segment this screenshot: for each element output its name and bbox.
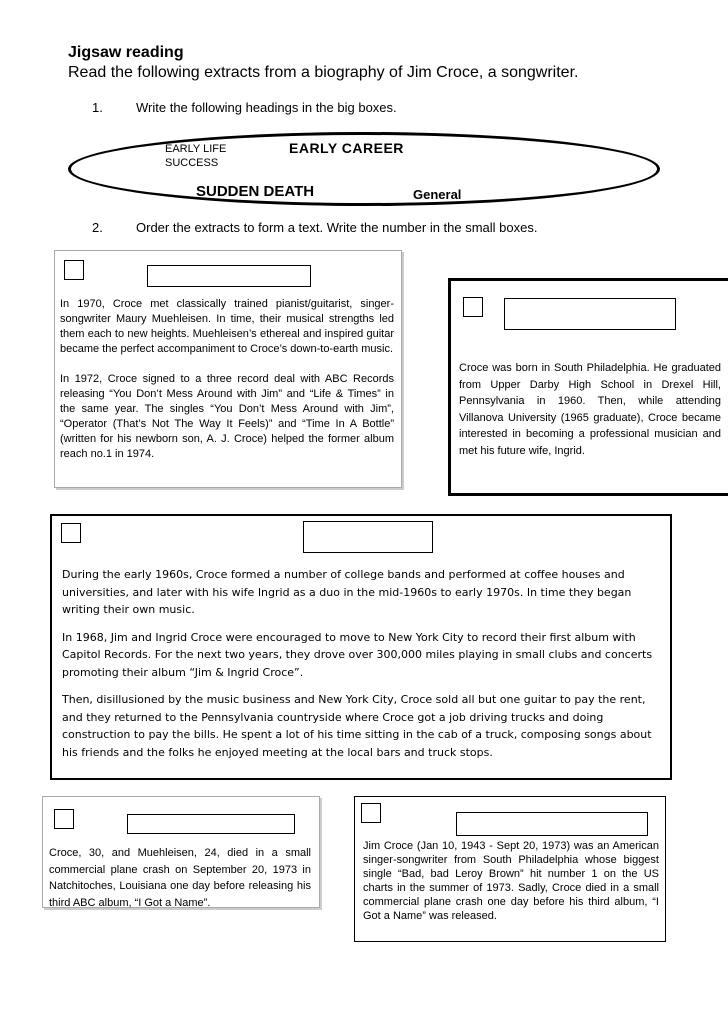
order-number-box[interactable] xyxy=(61,523,81,543)
extract-box-early-career xyxy=(50,514,672,780)
heading-answer-box[interactable] xyxy=(303,521,433,553)
extract-paragraph: Jim Croce (Jan 10, 1943 - Sept 20, 1973) was an American singer-songwriter from South Philadelphia whose biggest single “Bad, bad Leroy Brown” hit number 1 on the US charts in the summer of 1973. Sadly, Croce died in a small commercial plane crash one day before his third album, “I Got a Name” was released. xyxy=(363,840,659,922)
extract-box-sudden-death xyxy=(42,796,320,908)
extract-paragraph: During the early 1960s, Croce formed a number of college bands and performed at coffee houses and universities, and later with his wife Ingrid as a duo in the mid-1960s to early 1970s. In time they began writing their own music. xyxy=(62,568,632,616)
instruction-number: 2. xyxy=(92,220,103,235)
extract-paragraph: In 1970, Croce met classically trained pianist/guitarist, singer-songwriter Maury Muehleisen. In time, their musical strengths led them each to new heights. Muehleisen’s ethereal and inspired guitar became the perfect accompaniment to Croce’s down-to-earth music. xyxy=(60,298,394,355)
heading-answer-box[interactable] xyxy=(456,812,648,836)
extract-paragraph: In 1972, Croce signed to a three record deal with ABC Records releasing “You Don’t Mess Around with Jim” and “Life & Times” in the same year. The singles “You Don’t Mess Around with Jim”, “Operator (That’s Not The Way It Feels)” and “Time In A Bottle” (written for his newborn son, A. J. Croce) helped the former album reach no.1 in 1974. xyxy=(60,373,394,460)
heading-answer-box[interactable] xyxy=(127,814,295,834)
instruction-2 xyxy=(92,220,652,236)
heading-success: SUCCESS xyxy=(165,157,219,169)
extract-box-early-life xyxy=(448,278,728,496)
instruction-text: Order the extracts to form a text. Write the number in the small boxes. xyxy=(136,220,538,235)
extract-text xyxy=(62,566,658,761)
extract-text xyxy=(60,297,394,462)
heading-answer-box[interactable] xyxy=(504,298,676,330)
order-number-box[interactable] xyxy=(463,297,483,317)
instruction-text: Write the following headings in the big boxes. xyxy=(136,100,397,115)
heading-early-career: EARLY CAREER xyxy=(289,140,404,156)
heading-general: General xyxy=(413,187,462,202)
extract-text xyxy=(363,839,659,923)
page-subtitle: Read the following extracts from a biography of Jim Croce, a songwriter. xyxy=(68,64,579,81)
page-title: Jigsaw reading xyxy=(68,44,184,61)
order-number-box[interactable] xyxy=(54,809,74,829)
extract-text xyxy=(49,845,311,911)
heading-early-life: EARLY LIFE xyxy=(165,143,227,155)
instruction-number: 1. xyxy=(92,100,103,115)
extract-box-general xyxy=(354,796,666,942)
extract-paragraph: In 1968, Jim and Ingrid Croce were encouraged to move to New York City to record their first album with Capitol Records. For the next two years, they drove over 300,000 miles playing in small clubs and concerts promoting their album “Jim & Ingrid Croce”. xyxy=(62,630,653,679)
extract-paragraph: Croce was born in South Philadelphia. He graduated from Upper Darby High School in Drexel Hill, Pennsylvania in 1960. Then, while attending Villanova University (1965 graduate), Croce became interested in becoming a professional musician and met his future wife, Ingrid. xyxy=(459,362,721,457)
extract-text xyxy=(459,360,721,459)
heading-answer-box[interactable] xyxy=(147,265,311,287)
headings-oval xyxy=(68,132,660,206)
instruction-1 xyxy=(92,100,652,116)
order-number-box[interactable] xyxy=(361,803,381,823)
extract-paragraph: Then, disillusioned by the music business and New York City, Croce sold all but one guitar to pay the rent, and they returned to the Pennsylvania countryside where Croce got a job driving trucks and doing construction to pay the bills. He spent a lot of his time sitting in the cab of a truck, composing songs about his friends and the folks he enjoyed meeting at the local bars and truck stops. xyxy=(62,693,652,759)
extract-box-success xyxy=(54,250,402,488)
extract-paragraph: Croce, 30, and Muehleisen, 24, died in a small commercial plane crash on September 20, 1973 in Natchitoches, Louisiana one day before releasing his third ABC album, “I Got a Name”. xyxy=(49,847,311,909)
order-number-box[interactable] xyxy=(64,260,84,280)
heading-sudden-death: SUDDEN DEATH xyxy=(196,183,315,200)
